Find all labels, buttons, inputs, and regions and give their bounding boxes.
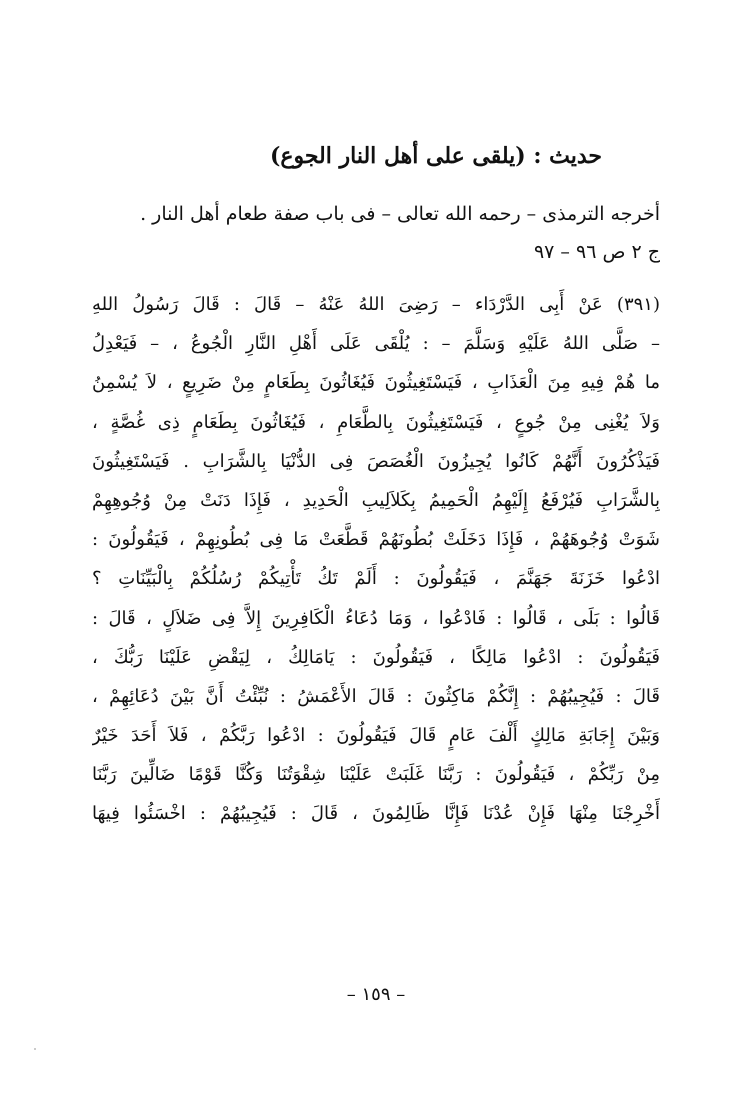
text-line: قَالَ : فَيُجِيبُهُمْ : إِنَّكُمْ مَاكِثُونَ : قَالَ الأَعْمَشُ : نُبِّئْتُ أَنَّ بَيْنَ دُعَائِهِمْ ، (92, 685, 660, 707)
text-line: ما هُمْ فِيهِ مِنَ الْعَذَابِ ، فَيَسْتَغِيثُونَ فَيُغَاثُونَ بِطَعَامٍ مِنْ ضَرِيعٍ ، لاَ يُسْمِنُ (92, 372, 660, 394)
text-line: بِالشَّرَابِ فَيُرْفَعُ إِلَيْهِمُ الْحَمِيمُ بِكَلاَلِيبِ الْحَدِيدِ ، فَإِذَا دَنَتْ مِنْ وُجُوهِهِمْ (92, 489, 660, 511)
source-citation: أخرجه الترمذى – رحمه الله تعالى – فى باب صفة طعام أهل النار . (140, 203, 660, 225)
text-line: – صَلَّى اللهُ عَلَيْهِ وَسَلَّمَ – : يُلْقَى عَلَى أَهْلِ النَّارِ الْجُوعُ ، – فَيَعْدِلُ (92, 333, 660, 355)
scan-speck (34, 1048, 36, 1050)
text-line: وَبَيْنَ إِجَابَةِ مَالِكٍ أَلْفَ عَامٍ قَالَ فَيَقُولُونَ : ادْعُوا رَبَّكُمْ ، فَلاَ أَحَدَ خَيْرٌ (92, 725, 660, 747)
page-number: – ١٥٩ – (346, 984, 406, 1005)
text-line: وَلاَ يُغْنِى مِنْ جُوعٍ ، فَيَسْتَغِيثُونَ بِالطَّعَامِ ، فَيُغَاثُونَ بِطَعَامٍ ذِى غُصَّةٍ ، (92, 411, 660, 433)
text-line: ادْعُوا خَزَنَةَ جَهَنَّمَ ، فَيَقُولُونَ : أَلَمْ تَكُ تَأْتِيكُمْ رُسُلُكُمْ بِالْبَيِّنَاتِ ؟ (92, 568, 660, 590)
text-line: شَوَتْ وُجُوهَهُمْ ، فَإِذَا دَخَلَتْ بُطُونَهُمْ قَطَّعَتْ مَا فِى بُطُونِهِمْ ، فَيَقُولُونَ : (92, 529, 660, 551)
text-line: فَيَذْكُرُونَ أَنَّهُمْ كَانُوا يُجِيزُونَ الْغُصَصَ فِى الدُّنْيَا بِالشَّرَابِ . فَيَسْتَغِيثُونَ (92, 450, 660, 472)
text-line: مِنْ رَبِّكُمْ ، فَيَقُولُونَ : رَبَّنَا غَلَبَتْ عَلَيْنَا شِقْوَتُنَا وَكُنَّا قَوْمًا ضَالِّينَ رَبَّنَا (92, 764, 660, 786)
volume-page-reference: ج ٢ ص ٩٦ – ٩٧ (533, 241, 660, 263)
text-line: قَالُوا : بَلَى ، قَالُوا : فَادْعُوا ، وَمَا دُعَاءُ الْكَافِرِينَ إِلاَّ فِى ضَلاَلٍ ، قَالَ : (92, 607, 660, 629)
hadith-title: حديث : (يلقى على أهل النار الجوع) (269, 143, 602, 169)
hadith-text (92, 285, 660, 834)
text-line: أَخْرِجْنَا مِنْهَا فَإِنْ عُدْنَا فَإِنَّا ظَالِمُونَ ، قَالَ : فَيُجِيبُهُمْ : اخْسَئُوا فِيهَا (92, 803, 660, 825)
text-line: فَيَقُولُونَ : ادْعُوا مَالِكًا ، فَيَقُولُونَ : يَامَالِكُ ، لِيَقْضِ عَلَيْنَا رَبُّكَ ، (92, 646, 660, 668)
text-line: (٣٩١) عَنْ أَبِى الدَّرْدَاء – رَضِىَ اللهُ عَنْهُ – قَالَ : قَالَ رَسُولُ اللهِ (92, 294, 660, 315)
